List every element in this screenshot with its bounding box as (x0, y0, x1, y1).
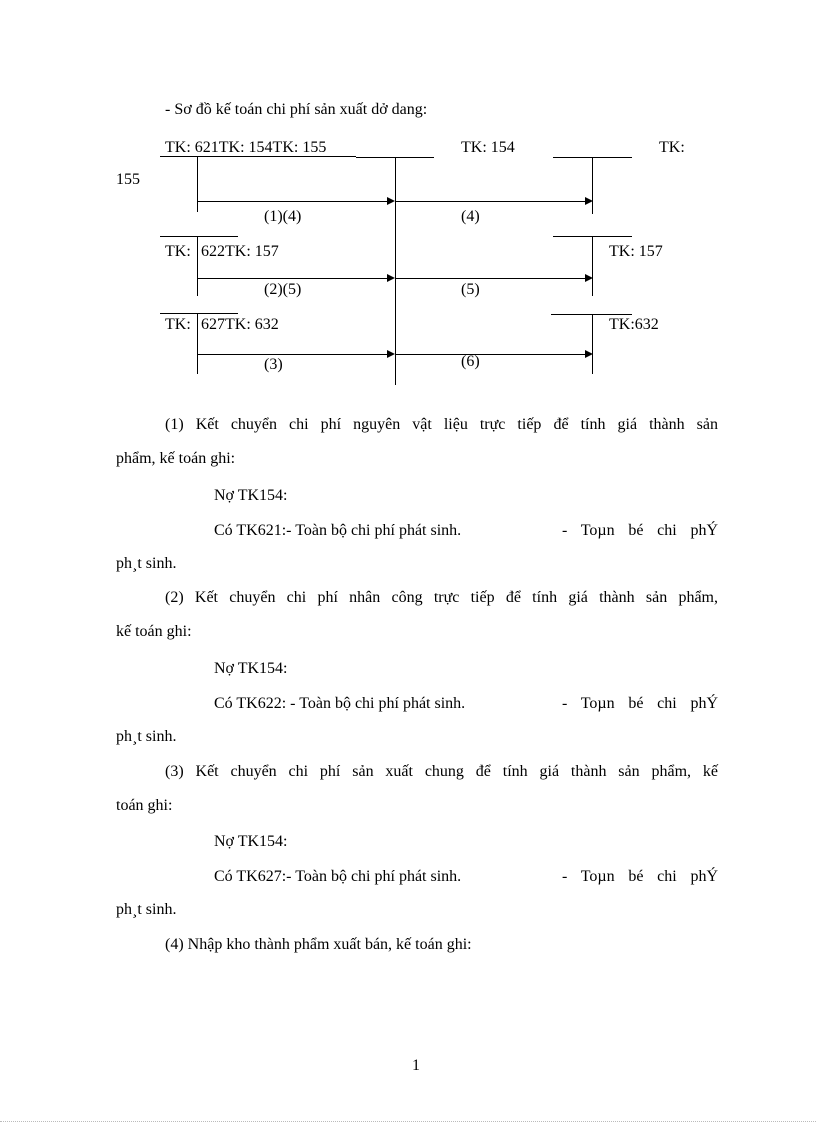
row1-left-top-line (160, 156, 356, 157)
p3-continuation: ph¸t sinh. (116, 901, 177, 918)
row2-left-top-line (160, 236, 238, 237)
row1-left-accounts: TK: 621TK: 154TK: 155 (165, 139, 327, 156)
row3-arrow-a-line (197, 354, 387, 355)
row3-label-b: (6) (461, 353, 480, 370)
row2-left-t-stem (197, 236, 198, 296)
row1-arrow-b-line (395, 201, 585, 202)
p4-line1: (4) Nhập kho thành phẩm xuất bán, kế toán ghi: (165, 936, 472, 953)
p1-credit-extra: - Toµn bé chi phÝ (562, 522, 718, 539)
p2-credit: Có TK622: - Toàn bộ chi phí phát sinh. (214, 695, 466, 712)
row2-right-t-stem (592, 236, 593, 296)
row1-arrow-a-line (197, 201, 387, 202)
row2-arrow-b-head (585, 274, 593, 282)
row2-arrow-a-line (197, 278, 387, 279)
p3-line1: (3) Kết chuyển chi phí sản xuất chung để tính giá thành sản phẩm, kế (165, 763, 718, 780)
p1-line1: (1) Kết chuyển chi phí nguyên vật liệu trực tiếp để tính giá thành sản (165, 416, 718, 433)
row1-label-b: (4) (461, 208, 480, 225)
diagram-heading: - Sơ đồ kế toán chi phí sản xuất dở dang: (165, 101, 428, 118)
row1-right-t-stem (592, 157, 593, 214)
row1-mid-account: TK: 154 (461, 139, 515, 156)
row3-right-t-stem (592, 314, 593, 374)
page-bottom-border (0, 1121, 816, 1122)
row2-label-a: (2)(5) (264, 281, 302, 298)
row1-left-t-stem (197, 157, 198, 212)
p1-credit: Có TK621:- Toàn bộ chi phí phát sinh. (214, 522, 462, 539)
p1-continuation: ph¸t sinh. (116, 555, 177, 572)
row2-right-account: TK: 157 (609, 243, 663, 260)
row3-arrow-b-head (585, 350, 593, 358)
row3-arrow-a-head (387, 350, 395, 358)
p1-debit: Nợ TK154: (214, 487, 288, 504)
row2-label-b: (5) (461, 281, 480, 298)
p2-debit: Nợ TK154: (214, 660, 288, 677)
row1-wrap-account: 155 (116, 171, 140, 188)
p3-credit: Có TK627:- Toàn bộ chi phí phát sinh. (214, 868, 462, 885)
p2-line1: (2) Kết chuyển chi phí nhân công trực tiếp để tính giá thành sản phẩm, (165, 589, 718, 606)
row1-arrow-b-head (585, 197, 593, 205)
row2-arrow-b-line (395, 278, 585, 279)
row3-left-t-stem (197, 313, 198, 374)
p1-line2: phẩm, kế toán ghi: (116, 450, 236, 467)
page-number: 1 (412, 1057, 420, 1074)
row3-label-a: (3) (264, 356, 283, 373)
row3-left-account-prefix: TK: (165, 316, 191, 333)
p3-line2: toán ghi: (116, 797, 173, 814)
row3-arrow-b-line (395, 354, 585, 355)
row1-label-a: (1)(4) (264, 208, 302, 225)
p3-debit: Nợ TK154: (214, 833, 288, 850)
row3-right-account: TK:632 (609, 316, 659, 333)
row2-arrow-a-head (387, 274, 395, 282)
p2-continuation: ph¸t sinh. (116, 728, 177, 745)
row3-left-top-line (160, 313, 238, 314)
row1-arrow-a-head (387, 197, 395, 205)
row3-left-accounts: 627TK: 632 (201, 316, 279, 333)
row2-left-account-prefix: TK: (165, 243, 191, 260)
middle-t-stem (395, 157, 396, 385)
row1-right-account: TK: (659, 139, 685, 156)
row2-left-accounts: 622TK: 157 (201, 243, 279, 260)
p2-credit-extra: - Toµn bé chi phÝ (562, 695, 718, 712)
p3-credit-extra: - Toµn bé chi phÝ (562, 868, 718, 885)
p2-line2: kế toán ghi: (116, 623, 192, 640)
